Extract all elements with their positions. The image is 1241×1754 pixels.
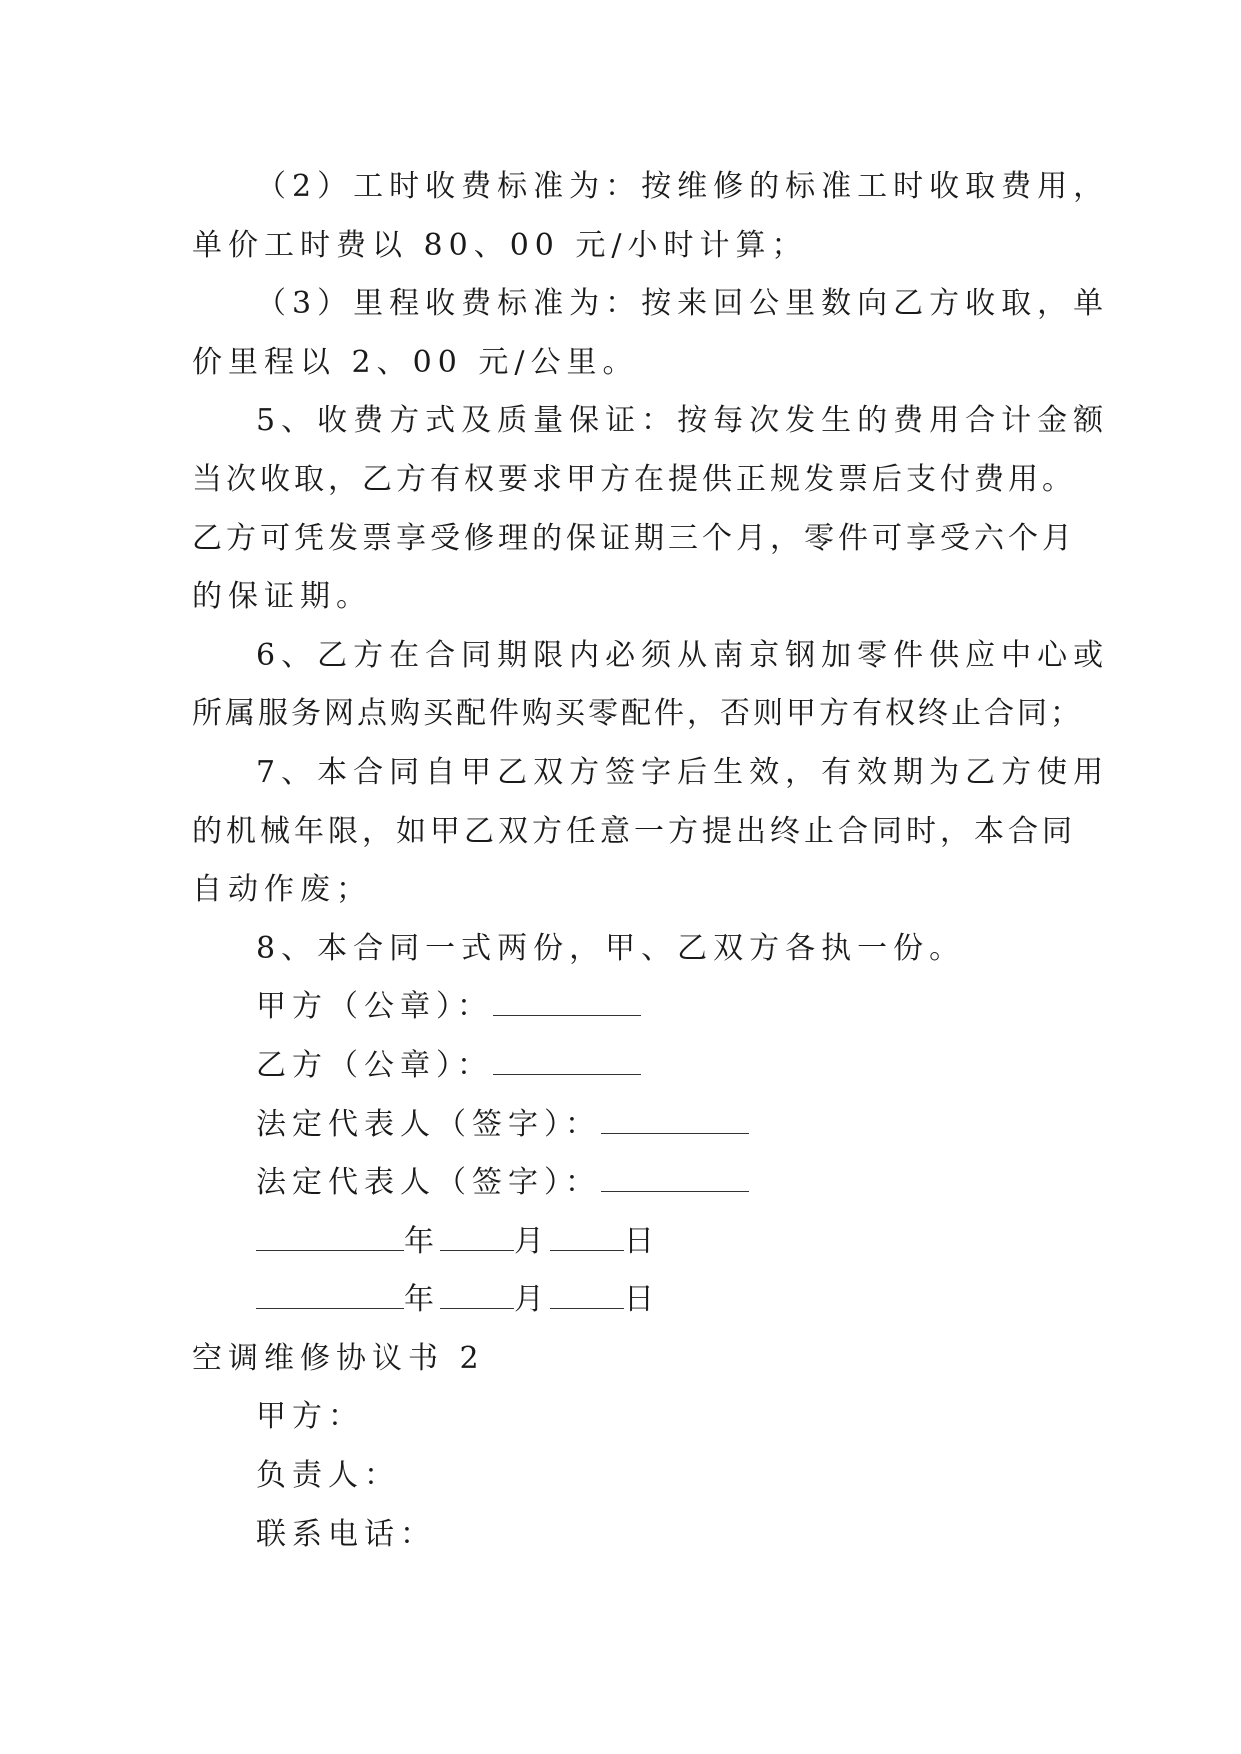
year-label: 年 bbox=[404, 1282, 440, 1318]
legal-rep-2-label: 法定代表人（签字）： bbox=[256, 1165, 601, 1201]
date-row-2 bbox=[192, 1271, 1072, 1330]
clause-line: 单价工时费以 80、00 元/小时计算； bbox=[192, 227, 808, 263]
legal-rep-2-blank[interactable] bbox=[601, 1169, 749, 1192]
party-a-seal-blank[interactable] bbox=[493, 993, 641, 1016]
party-b-seal-row bbox=[192, 1037, 1072, 1096]
clause-line: 当次收取，乙方有权要求甲方在提供正规发票后支付费用。 bbox=[192, 461, 1076, 497]
party-b-seal-blank[interactable] bbox=[493, 1052, 641, 1075]
legal-rep-1-row bbox=[192, 1096, 1072, 1155]
month-blank[interactable] bbox=[440, 1228, 514, 1251]
clause-line: 8、本合同一式两份，甲、乙双方各执一份。 bbox=[256, 930, 966, 966]
party-b-seal-label: 乙方（公章）： bbox=[256, 1047, 493, 1083]
clause-line: 乙方可凭发票享受修理的保证期三个月，零件可享受六个月 bbox=[192, 520, 1076, 556]
clause-line: 自动作废； bbox=[192, 872, 372, 908]
clause-line: （3）里程收费标准为：按来回公里数向乙方收取，单 bbox=[256, 286, 1110, 322]
party-a-seal-label: 甲方（公章）： bbox=[256, 989, 493, 1025]
year-label: 年 bbox=[404, 1223, 440, 1259]
day-label: 日 bbox=[624, 1223, 660, 1259]
document-page bbox=[192, 158, 1110, 1564]
phone-field: 联系电话： bbox=[256, 1516, 436, 1552]
month-blank[interactable] bbox=[440, 1286, 514, 1309]
person-in-charge-field: 负责人： bbox=[256, 1458, 400, 1494]
section-title: 空调维修协议书 2 bbox=[192, 1340, 485, 1376]
clause-line: 6、乙方在合同期限内必须从南京钢加零件供应中心或 bbox=[256, 637, 1110, 673]
party-a-field: 甲方： bbox=[256, 1399, 364, 1435]
legal-rep-1-label: 法定代表人（签字）： bbox=[256, 1106, 601, 1142]
party-a-seal-row bbox=[192, 978, 1072, 1037]
day-label: 日 bbox=[624, 1282, 660, 1318]
clause-line: 价里程以 2、00 元/公里。 bbox=[192, 344, 639, 380]
date-row-1 bbox=[192, 1213, 1072, 1272]
month-label: 月 bbox=[514, 1223, 550, 1259]
legal-rep-1-blank[interactable] bbox=[601, 1111, 749, 1134]
clause-line: （2）工时收费标准为：按维修的标准工时收取费用， bbox=[256, 169, 1110, 204]
day-blank[interactable] bbox=[550, 1228, 624, 1251]
legal-rep-2-row bbox=[192, 1154, 1072, 1213]
clause-line: 5、收费方式及质量保证：按每次发生的费用合计金额 bbox=[256, 403, 1110, 439]
clause-line: 7、本合同自甲乙双方签字后生效，有效期为乙方使用 bbox=[256, 754, 1110, 790]
clause-line: 的保证期。 bbox=[192, 579, 372, 615]
day-blank[interactable] bbox=[550, 1286, 624, 1309]
year-blank[interactable] bbox=[256, 1228, 404, 1251]
year-blank[interactable] bbox=[256, 1286, 404, 1309]
month-label: 月 bbox=[514, 1282, 550, 1318]
clause-line: 所属服务网点购买配件购买零配件，否则甲方有权终止合同； bbox=[192, 696, 1083, 732]
clause-line: 的机械年限，如甲乙双方任意一方提出终止合同时，本合同 bbox=[192, 813, 1076, 849]
